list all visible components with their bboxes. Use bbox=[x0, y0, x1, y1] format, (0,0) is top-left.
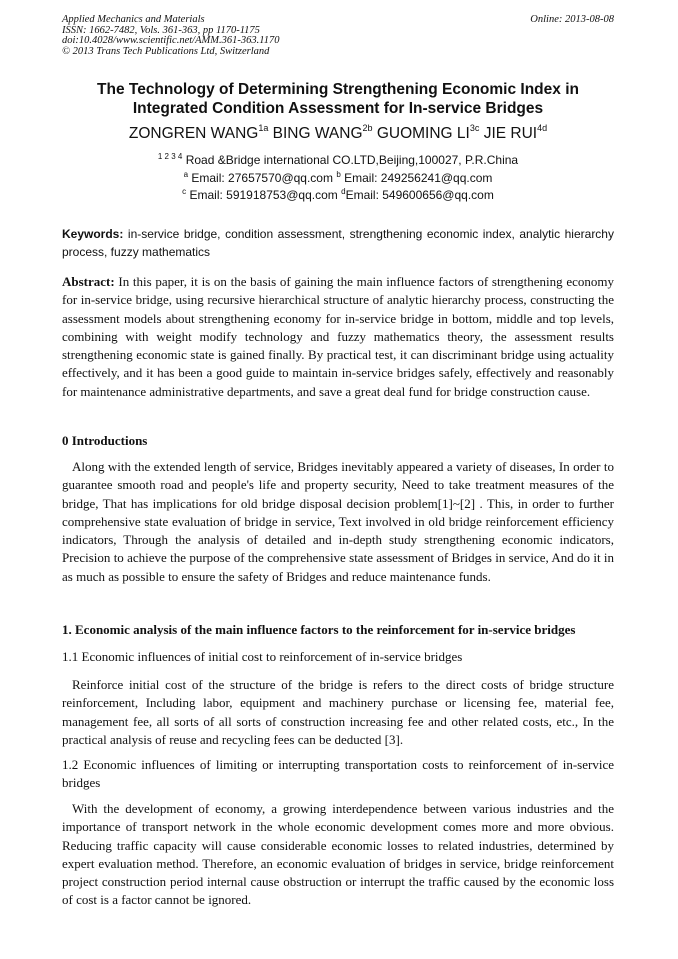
author-sup: 2b bbox=[362, 123, 373, 133]
online-date: Online: 2013-08-08 bbox=[530, 14, 614, 25]
paper-title bbox=[62, 80, 614, 118]
author-name: JIE RUI bbox=[483, 125, 538, 142]
subsection-1-1-paragraph: Reinforce initial cost of the structure of the bridge is refers to the direct costs of bridge structure reinforcement, Including labor, equipment and machinery purchase or licensing fee, material fee, management fee, all sorts of all sorts of construction increasing fee and other related costs, etc., In the practical analysis of reuse and recycling fees can be deducted [3]. bbox=[62, 677, 614, 747]
keywords-text: in-service bridge, condition assessment, strengthening economic index, analytic hierarchy process, fuzzy mathematics bbox=[62, 227, 614, 259]
doi-line: doi:10.4028/www.scientific.net/AMM.361-363.1170 bbox=[62, 35, 280, 47]
copyright-line: © 2013 Trans Tech Publications Ltd, Switzerland bbox=[62, 45, 270, 57]
keywords-block bbox=[62, 225, 614, 261]
author-name: ZONGREN WANG bbox=[128, 125, 259, 142]
journal-name: Applied Mechanics and Materials bbox=[62, 14, 205, 25]
subsection-1-2-paragraph: With the development of economy, a growing interdependence between various industries and the importance of transport network in the whole economic development comes more and more obvious. Reducing traffic capacity will cause considerable economic losses to related industries, determined by expert evaluation method. Therefore, an economic evaluation of bridges in service, bridge reinforcement project construction period internal cause obstruction or interrupt the traffic caused by the economic loss of cost is a factor cannot be ignored. bbox=[62, 801, 614, 908]
affiliation-text: Road &Bridge international CO.LTD,Beijing,100027, P.R.China bbox=[185, 153, 519, 167]
subsection-heading-1-2: 1.2 Economic influences of limiting or interrupting transportation costs to reinforcement of in-service bridges bbox=[62, 757, 614, 791]
abstract-text: In this paper, it is on the basis of gaining the main influence factors of strengthening economy for in-service bridge, using recursive hierarchical structure of analytic hierarchy process, constructing the assessment models about strengthening economy for in-service bridge in bottom, middle and top levels, combining with weight modify technology and fuzzy mathematics theory, the assessment results strengthening economic state is gained finally. By practical test, it can discriminant bridge using actuality effectively, and it has been a good guide to maintain in-service bridges safely, effectively and reasonably for maintenance administrative departments, and save a great deal fund for bridge construction cause. bbox=[62, 274, 614, 399]
keywords-label: Keywords: bbox=[62, 227, 124, 241]
author-sup: 3c bbox=[469, 123, 480, 133]
journal-header bbox=[62, 15, 614, 57]
email-line-1 bbox=[62, 170, 614, 188]
abstract-label: Abstract: bbox=[62, 274, 115, 289]
section-heading-1: 1. Economic analysis of the main influence factors to the reinforcement for in-service bridges bbox=[62, 622, 576, 637]
author-name: GUOMING LI bbox=[376, 125, 470, 142]
author-list bbox=[62, 124, 614, 144]
email-sup: c bbox=[182, 187, 187, 196]
subsection-heading-1-1: 1.1 Economic influences of initial cost to reinforcement of in-service bridges bbox=[62, 649, 463, 664]
author-sup: 4d bbox=[537, 123, 548, 133]
title-line-2: Integrated Condition Assessment for In-service Bridges bbox=[132, 100, 544, 117]
email-d: Email: 549600656@qq.com bbox=[345, 188, 494, 202]
email-sup: b bbox=[336, 169, 341, 179]
title-line-1: The Technology of Determining Strengthening Economic Index in bbox=[97, 81, 579, 98]
email-sup: a bbox=[183, 169, 189, 179]
intro-paragraph: Along with the extended length of service, Bridges inevitably appeared a variety of diseases, In order to guarantee smooth road and people's life and property security, Need to take treatment measures of the bridge, That has implications for old bridge disposal decision problem[1]~[2] . This, in order to further comprehensive state evaluation of bridge in service, Text involved in old bridge reinforcement efficiency indicators, Through the analysis of detailed and in-depth study strengthening economic indicators, Precision to achieve the purpose of the comprehensive state assessment of Bridges in service, And do it in as much as possible to ensure the safety of Bridges and reduce maintenance funds. bbox=[62, 459, 614, 584]
email-line-2 bbox=[62, 187, 614, 205]
affiliation-block bbox=[62, 152, 614, 205]
email-c: Email: 591918753@qq.com bbox=[189, 188, 338, 202]
affiliation-sup: 1 2 3 4 bbox=[157, 152, 183, 161]
issn-line: ISSN: 1662-7482, Vols. 361-363, pp 1170-1175 bbox=[62, 24, 260, 36]
email-a: Email: 27657570@qq.com bbox=[191, 170, 333, 185]
email-b: Email: 249256241@qq.com bbox=[344, 170, 493, 185]
section-heading-introductions: 0 Introductions bbox=[62, 433, 148, 448]
author-sup: 1a bbox=[258, 123, 269, 133]
affiliation-line bbox=[62, 152, 614, 170]
author-name: BING WANG bbox=[272, 125, 363, 142]
email-sup: d bbox=[341, 187, 346, 196]
abstract-block bbox=[62, 273, 614, 401]
